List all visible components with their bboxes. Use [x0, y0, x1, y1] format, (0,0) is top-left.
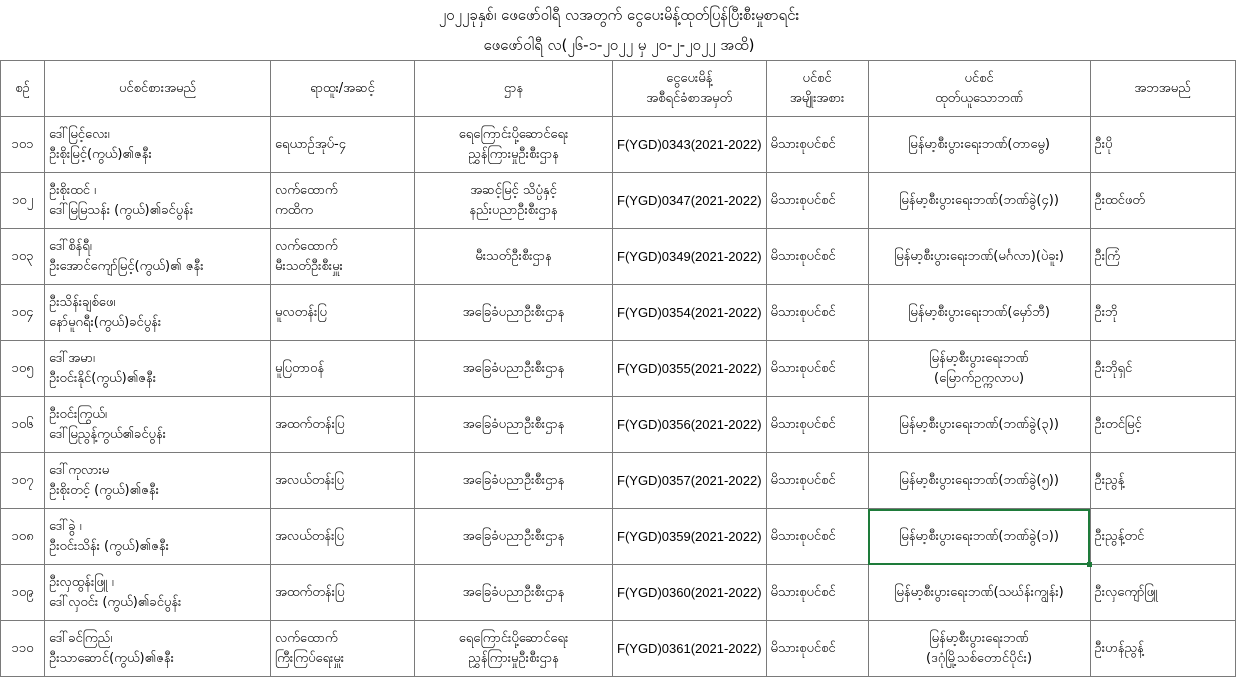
cell-dept-line1: အခြေခံပညာဦးစီးဌာန: [462, 584, 565, 600]
cell-pension-type[interactable]: မိသားစုပင်စင်: [766, 229, 868, 285]
title-line-1[interactable]: ၂၀၂၂ခုနှစ်၊ ဖေဖော်ဝါရီ လအတွက် ငွေပေးမိန့်ထုတ်ပြန်ပြီးစီးမှုစာရင်း: [438, 6, 800, 24]
pension-table: [0, 60, 1236, 677]
cell-bank-line1: မြန်မာ့စီးပွားရေးဘဏ်(ဘဏ်ခွဲ(၅)): [899, 472, 1059, 488]
cell-dept[interactable]: [415, 173, 613, 229]
cell-dept[interactable]: [415, 453, 613, 509]
cell-pension-type[interactable]: မိသားစုပင်စင်: [766, 509, 868, 565]
cell-no[interactable]: ၁၀၈: [1, 509, 45, 565]
cell-name-line1: ဦးလှထွန်းဖြူ ၊: [49, 574, 114, 590]
cell-rank[interactable]: [271, 621, 415, 677]
cell-name-line1: ဒေါ်စိန်ရီ၊: [49, 238, 92, 254]
cell-bank-line1: မြန်မာ့စီးပွားရေးဘဏ်(မှော်ဘီ): [908, 304, 1050, 320]
cell-dept-line1: အခြေခံပညာဦးစီးဌာန: [462, 360, 565, 376]
cell-name-line2: ဦးအောင်ကျော်မြင့်(ကွယ်)၏ ဇနီး: [49, 258, 204, 274]
header-bank-line2: ထုတ်ယူသောဘဏ်: [935, 90, 1023, 106]
cell-name-line2: ဒေါ်မြညွန့်ကွယ်၏ခင်ပွန်း: [49, 426, 166, 442]
cell-dept-line1: ရေကြောင်းပို့ဆောင်ရေး: [458, 630, 569, 646]
cell-father-name[interactable]: ဦးဟန်ညွန့်: [1090, 621, 1235, 677]
cell-rank[interactable]: [271, 341, 415, 397]
cell-rank[interactable]: [271, 509, 415, 565]
cell-bank-line1: မြန်မာ့စီးပွားရေးဘဏ်: [929, 630, 1029, 646]
title-line-2[interactable]: ဖေဖော်ဝါရီ လ(၂၆-၁-၂၀၂၂ မှ ၂၀-၂-၂၀၂၂ အထိ): [483, 36, 755, 54]
cell-name-line1: ဒေါ်ကုလားမ: [49, 462, 110, 478]
cell-pension-type[interactable]: မိသားစုပင်စင်: [766, 117, 868, 173]
cell-pension-type[interactable]: မိသားစုပင်စင်: [766, 285, 868, 341]
cell-rank-line1: လက်ထောက်: [275, 238, 338, 254]
cell-rank-line1: အထက်တန်းပြ: [275, 416, 345, 432]
cell-no[interactable]: ၁၁၀: [1, 621, 45, 677]
cell-name-line1: ဦးဝင်းကြွယ်၊: [49, 406, 107, 422]
header-order-line2: အစီရင်ခံစာအမှတ်: [646, 90, 733, 106]
cell-dept[interactable]: [415, 285, 613, 341]
cell-order-no[interactable]: F(YGD)0356(2021-2022): [613, 397, 767, 453]
cell-father-name[interactable]: ဦးညွန့်: [1090, 453, 1235, 509]
cell-dept[interactable]: [415, 397, 613, 453]
cell-dept-line1: အခြေခံပညာဦးစီးဌာန: [462, 472, 565, 488]
header-dept[interactable]: ဌာန: [415, 61, 613, 117]
cell-dept-line1: အခြေခံပညာဦးစီးဌာန: [462, 528, 565, 544]
cell-name[interactable]: [45, 341, 271, 397]
cell-no[interactable]: ၁၀၃: [1, 229, 45, 285]
cell-bank[interactable]: [868, 285, 1090, 341]
cell-rank-line1: အလယ်တန်းပြ: [275, 472, 345, 488]
cell-bank[interactable]: [868, 509, 1090, 565]
cell-bank[interactable]: [868, 397, 1090, 453]
cell-father-name[interactable]: ဦးပို: [1090, 117, 1235, 173]
cell-bank[interactable]: [868, 173, 1090, 229]
cell-rank[interactable]: [271, 117, 415, 173]
cell-dept-line2: ညွှန်ကြားမှုဦးစီးဌာန: [468, 146, 559, 162]
cell-rank-line1: မူပြတာဝန်: [275, 360, 325, 376]
header-no[interactable]: စဉ်: [1, 61, 45, 117]
cell-bank-line1: မြန်မာ့စီးပွားရေးဘဏ်: [929, 350, 1029, 366]
cell-bank[interactable]: [868, 341, 1090, 397]
cell-order-no[interactable]: F(YGD)0361(2021-2022): [613, 621, 767, 677]
table-row: [1, 397, 1236, 453]
header-order-no[interactable]: [613, 61, 767, 117]
cell-dept[interactable]: [415, 509, 613, 565]
cell-bank[interactable]: [868, 621, 1090, 677]
cell-name-line1: ဒေါ်မြင့်လေး၊: [49, 126, 110, 142]
cell-no[interactable]: ၁၀၆: [1, 397, 45, 453]
cell-bank-line1: မြန်မာ့စီးပွားရေးဘဏ်(ဘဏ်ခွဲ(၄)): [899, 192, 1059, 208]
cell-name[interactable]: [45, 285, 271, 341]
header-father-name[interactable]: အဘအမည်: [1090, 61, 1235, 117]
cell-bank[interactable]: [868, 453, 1090, 509]
cell-order-no[interactable]: F(YGD)0349(2021-2022): [613, 229, 767, 285]
cell-dept[interactable]: [415, 117, 613, 173]
cell-bank[interactable]: [868, 565, 1090, 621]
cell-father-name[interactable]: ဦးကြံ: [1090, 229, 1235, 285]
cell-name[interactable]: [45, 621, 271, 677]
cell-name-line2: ဦးစိုးတင့် (ကွယ်)၏ဇနီး: [49, 482, 159, 498]
cell-bank-line2: (ဒဂုံမြို့သစ်တောင်ပိုင်း): [926, 650, 1033, 666]
cell-order-no[interactable]: F(YGD)0347(2021-2022): [613, 173, 767, 229]
cell-order-no[interactable]: F(YGD)0355(2021-2022): [613, 341, 767, 397]
cell-bank-line1: မြန်မာ့စီးပွားရေးဘဏ်(တာမွေ): [908, 136, 1050, 152]
table-row: [1, 229, 1236, 285]
cell-order-no[interactable]: F(YGD)0360(2021-2022): [613, 565, 767, 621]
cell-no[interactable]: ၁၀၅: [1, 341, 45, 397]
header-bank[interactable]: [868, 61, 1090, 117]
cell-dept[interactable]: [415, 565, 613, 621]
header-rank[interactable]: ရာထူး/အဆင့်: [271, 61, 415, 117]
cell-pension-type[interactable]: မိသားစုပင်စင်: [766, 565, 868, 621]
table-body: [1, 117, 1236, 677]
cell-rank[interactable]: [271, 229, 415, 285]
cell-rank[interactable]: [271, 453, 415, 509]
cell-name-line2: ဒေါ်လှဝင်း (ကွယ်)၏ခင်ပွန်း: [49, 594, 182, 610]
cell-name[interactable]: [45, 453, 271, 509]
table-row: [1, 173, 1236, 229]
cell-name[interactable]: [45, 565, 271, 621]
header-row: [1, 61, 1236, 117]
cell-rank-line2: ကြီးကြပ်ရေးမှူး: [275, 650, 345, 666]
table-row: [1, 285, 1236, 341]
cell-name-line1: ဦးစိုးထင် ၊: [49, 182, 97, 198]
cell-name-line1: ဒေါ်အမာ၊: [49, 350, 95, 366]
cell-rank[interactable]: [271, 285, 415, 341]
header-pension-type[interactable]: [766, 61, 868, 117]
cell-order-no[interactable]: F(YGD)0343(2021-2022): [613, 117, 767, 173]
cell-no[interactable]: ၁၀၉: [1, 565, 45, 621]
cell-dept-line1: အဆင့်မြင့် သိပ္ပံနှင့်: [470, 182, 557, 198]
cell-name[interactable]: [45, 117, 271, 173]
cell-dept-line1: အခြေခံပညာဦးစီးဌာန: [462, 304, 565, 320]
cell-bank-line1: မြန်မာ့စီးပွားရေးဘဏ်(သဃ်န်းကျွန်း): [894, 584, 1064, 600]
report-title: [0, 0, 1238, 60]
cell-rank-line1: အလယ်တန်းပြ: [275, 528, 345, 544]
cell-dept-line1: မီးသတ်ဦးစီးဌာန: [475, 248, 552, 264]
cell-rank-line1: ရေယာဉ်အုပ်-၄: [275, 136, 347, 152]
cell-rank[interactable]: [271, 173, 415, 229]
cell-dept-line2: နည်းပညာဦးစီးဌာန: [469, 202, 558, 218]
cell-pension-type[interactable]: မိသားစုပင်စင်: [766, 341, 868, 397]
cell-rank[interactable]: [271, 565, 415, 621]
cell-name[interactable]: [45, 173, 271, 229]
cell-rank-line1: အထက်တန်းပြ: [275, 584, 345, 600]
cell-order-no[interactable]: F(YGD)0357(2021-2022): [613, 453, 767, 509]
cell-name-line2: ဦးစိုးမြင့်(ကွယ်)၏ဇနီး: [49, 146, 152, 162]
cell-rank-line1: လက်ထောက်: [275, 182, 338, 198]
cell-father-name[interactable]: ဦးထင်ဖတ်: [1090, 173, 1235, 229]
cell-name[interactable]: [45, 397, 271, 453]
cell-name-line2: ဦးဝင်းသိန်း (ကွယ်)၏ဇနီး: [49, 538, 169, 554]
cell-name-line2: ဦးဝင်းနိုင်(ကွယ်)၏ဇနီး: [49, 370, 157, 386]
cell-order-no[interactable]: F(YGD)0354(2021-2022): [613, 285, 767, 341]
cell-rank-line1: မူလတန်းပြ: [275, 304, 327, 320]
cell-bank[interactable]: [868, 117, 1090, 173]
cell-dept-line2: ညွှန်ကြားမှုဦးစီးဌာန: [468, 650, 559, 666]
cell-father-name[interactable]: ဦးဘို: [1090, 285, 1235, 341]
table-row: [1, 621, 1236, 677]
table-row: [1, 509, 1236, 565]
cell-bank-line2: (မြောက်ဥက္ကလာပ): [934, 370, 1025, 386]
cell-pension-type[interactable]: မိသားစုပင်စင်: [766, 173, 868, 229]
cell-dept-line1: ရေကြောင်းပို့ဆောင်ရေး: [458, 126, 569, 142]
cell-name-line1: ဦးသိန်းချစ်ဖေ၊: [49, 294, 116, 310]
header-order-line1: ငွေပေးမိန့်: [666, 70, 713, 86]
cell-pension-type[interactable]: မိသားစုပင်စင်: [766, 621, 868, 677]
cell-no[interactable]: ၁၀၁: [1, 117, 45, 173]
cell-name-line2: ဦးသာဆောင်(ကွယ်)၏ဇနီး: [49, 650, 174, 666]
header-bank-line1: ပင်စင်: [964, 70, 994, 86]
cell-name-line2: ဒေါ်မြမြသန်း (ကွယ်)၏ခင်ပွန်း: [49, 202, 194, 218]
cell-rank[interactable]: [271, 397, 415, 453]
cell-name-line1: ဒေါ်ခင်ကြည်၊: [49, 630, 113, 646]
cell-pension-type[interactable]: မိသားစုပင်စင်: [766, 453, 868, 509]
cell-dept-line1: အခြေခံပညာဦးစီးဌာန: [462, 416, 565, 432]
header-type-line2: အမျိုးအစား: [789, 90, 845, 106]
cell-bank-line1: မြန်မာ့စီးပွားရေးဘဏ်(ဘဏ်ခွဲ(၁)): [899, 528, 1059, 544]
cell-father-name[interactable]: ဦးညွန့်တင်: [1090, 509, 1235, 565]
cell-bank[interactable]: [868, 229, 1090, 285]
table-row: [1, 341, 1236, 397]
header-name[interactable]: ပင်စင်စားအမည်: [45, 61, 271, 117]
cell-rank-line2: ကထိက: [275, 202, 314, 218]
cell-bank-line1: မြန်မာ့စီးပွားရေးဘဏ်(ဘဏ်ခွဲ(၃)): [899, 416, 1059, 432]
cell-father-name[interactable]: ဦးတင်မြင့်: [1090, 397, 1235, 453]
cell-dept[interactable]: [415, 229, 613, 285]
table-row: [1, 117, 1236, 173]
cell-name-line1: ဒေါ်ခွဲ ၊: [49, 518, 82, 534]
cell-name-line2: နော်မူဂရီး(ကွယ်)ခင်ပွန်း: [49, 314, 162, 330]
cell-pension-type[interactable]: မိသားစုပင်စင်: [766, 397, 868, 453]
cell-bank-line1: မြန်မာ့စီးပွားရေးဘဏ်(မင်္ဂလာ)(ပဲခူး): [894, 248, 1064, 264]
cell-no[interactable]: ၁၀၇: [1, 453, 45, 509]
cell-father-name[interactable]: ဦးဘိုရှင်: [1090, 341, 1235, 397]
cell-dept[interactable]: [415, 341, 613, 397]
cell-father-name[interactable]: ဦးလှကျော်ဖြူ: [1090, 565, 1235, 621]
cell-name[interactable]: [45, 229, 271, 285]
table-row: [1, 453, 1236, 509]
cell-no[interactable]: ၁၀၂: [1, 173, 45, 229]
cell-rank-line1: လက်ထောက်: [275, 630, 338, 646]
cell-no[interactable]: ၁၀၄: [1, 285, 45, 341]
cell-name[interactable]: [45, 509, 271, 565]
cell-rank-line2: မီးသတ်ဦးစီးမှူး: [275, 258, 343, 274]
cell-dept[interactable]: [415, 621, 613, 677]
fill-handle[interactable]: [1087, 562, 1092, 567]
cell-order-no[interactable]: F(YGD)0359(2021-2022): [613, 509, 767, 565]
header-type-line1: ပင်စင်: [802, 70, 832, 86]
table-row: [1, 565, 1236, 621]
